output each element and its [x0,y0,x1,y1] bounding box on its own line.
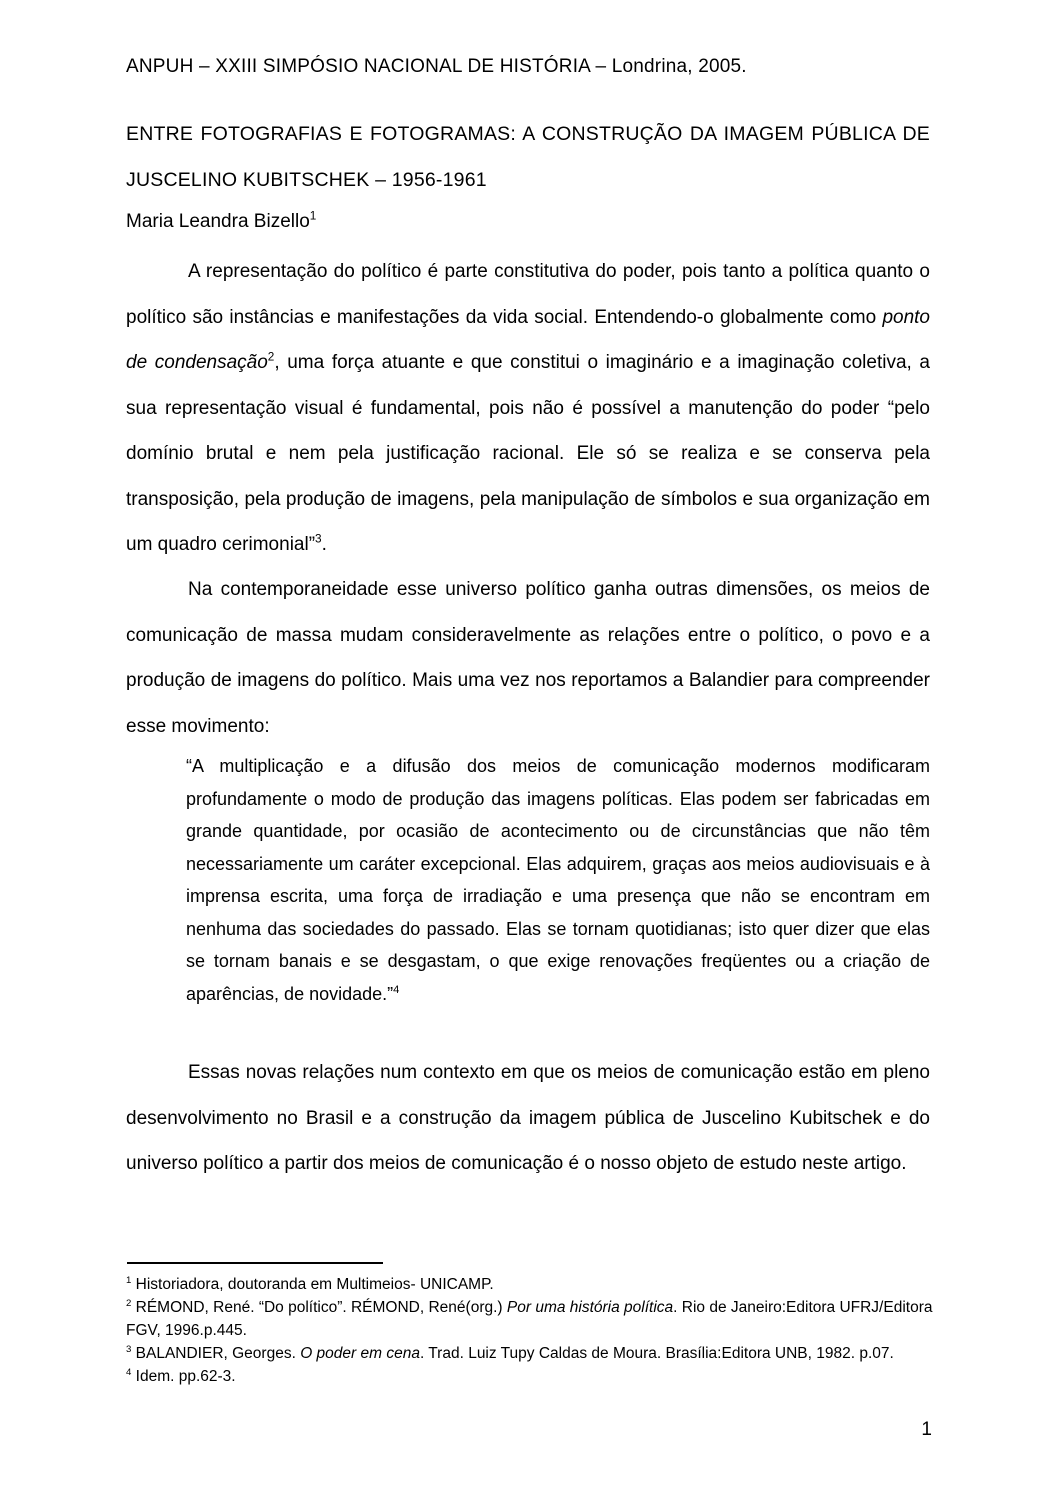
article-title-line-2: JUSCELINO KUBITSCHEK – 1956-1961 [126,168,487,191]
footnote-4: $^4$ Idem. pp.62-3. [126,1366,236,1385]
footnote-separator-rule [127,1262,383,1264]
body-paragraph-2: Na contemporaneidade esse universo político ganha outras dimensões, os meios de comunicação de massa mudam consideravelmente as relações entre o político, o povo e a produção de imagens do político. Mais uma vez nos reportamos a Balandier para compreender esse movimento: [126,579,930,737]
body-paragraph-3: Essas novas relações num contexto em que os meios de comunicação estão em pleno desenvolvimento no Brasil e a construção da imagem pública de Juscelino Kubitschek e do universo político a partir dos meios de comunicação é o nosso objeto de estudo neste artigo. [126,1062,930,1174]
long-quote-block: “A multiplicação e a difusão dos meios de comunicação modernos modificaram profundamente o modo de produção das imagens políticas. Elas podem ser fabricadas em grande quantidade, por ocasião de acontecimento ou de circunstâncias que não têm necessariamente um caráter excepcional. Elas adquirem, graças aos meios audiovisuais e à imprensa escrita, uma força de irradiação e uma presença que não se encontram em nenhuma das sociedades do passado. Elas se tornam quotidianas; isto quer dizer que elas se tornam banais e se desgastam, o que exige renovações freqüentes ou a criação de aparências, de novidade.”$^4$ [186,756,930,1004]
author-line: Maria Leandra Bizello$^1$ [126,209,317,232]
article-title [126,112,930,203]
footnote-3: $^3$ BALANDIER, Georges. O poder em cena. Trad. Luiz Tupy Caldas de Moura. Brasília:Editora UNB, 1982. p.07. [126,1343,894,1362]
article-title-line-1: ENTRE FOTOGRAFIAS E FOTOGRAMAS: A CONSTRUÇÃO DA IMAGEM PÚBLICA DE [126,123,930,145]
footnotes-section [126,1262,934,1388]
body-paragraph-1: A representação do político é parte constitutiva do poder, pois tanto a política quanto o político são instâncias e manifestações da vida social. Entendendo-o globalmente como ponto de condensação$^2$, uma força atuante e que constitui o imaginário e a imaginação coletiva, a sua representação visual é fundamental, pois não é possível a manutenção do poder “pelo domínio brutal e nem pela justificação racional. Ele só se realiza e se conserva pela transposição, pela produção de imagens, pela manipulação de símbolos e sua organização em um quadro cerimonial”$^3$. [126,261,930,555]
footnote-1: $^1$ Historiadora, doutoranda em Multimeios- UNICAMP. [126,1274,494,1293]
footnote-2: $^2$ RÉMOND, René. “Do político”. RÉMOND, René(org.) Por uma história política. Rio de Janeiro:Editora UFRJ/Editora FGV, 1996.p.445. [126,1297,933,1339]
page-number: 1 [921,1419,932,1440]
running-header: ANPUH – XXIII SIMPÓSIO NACIONAL DE HISTÓRIA – Londrina, 2005. [126,56,747,77]
